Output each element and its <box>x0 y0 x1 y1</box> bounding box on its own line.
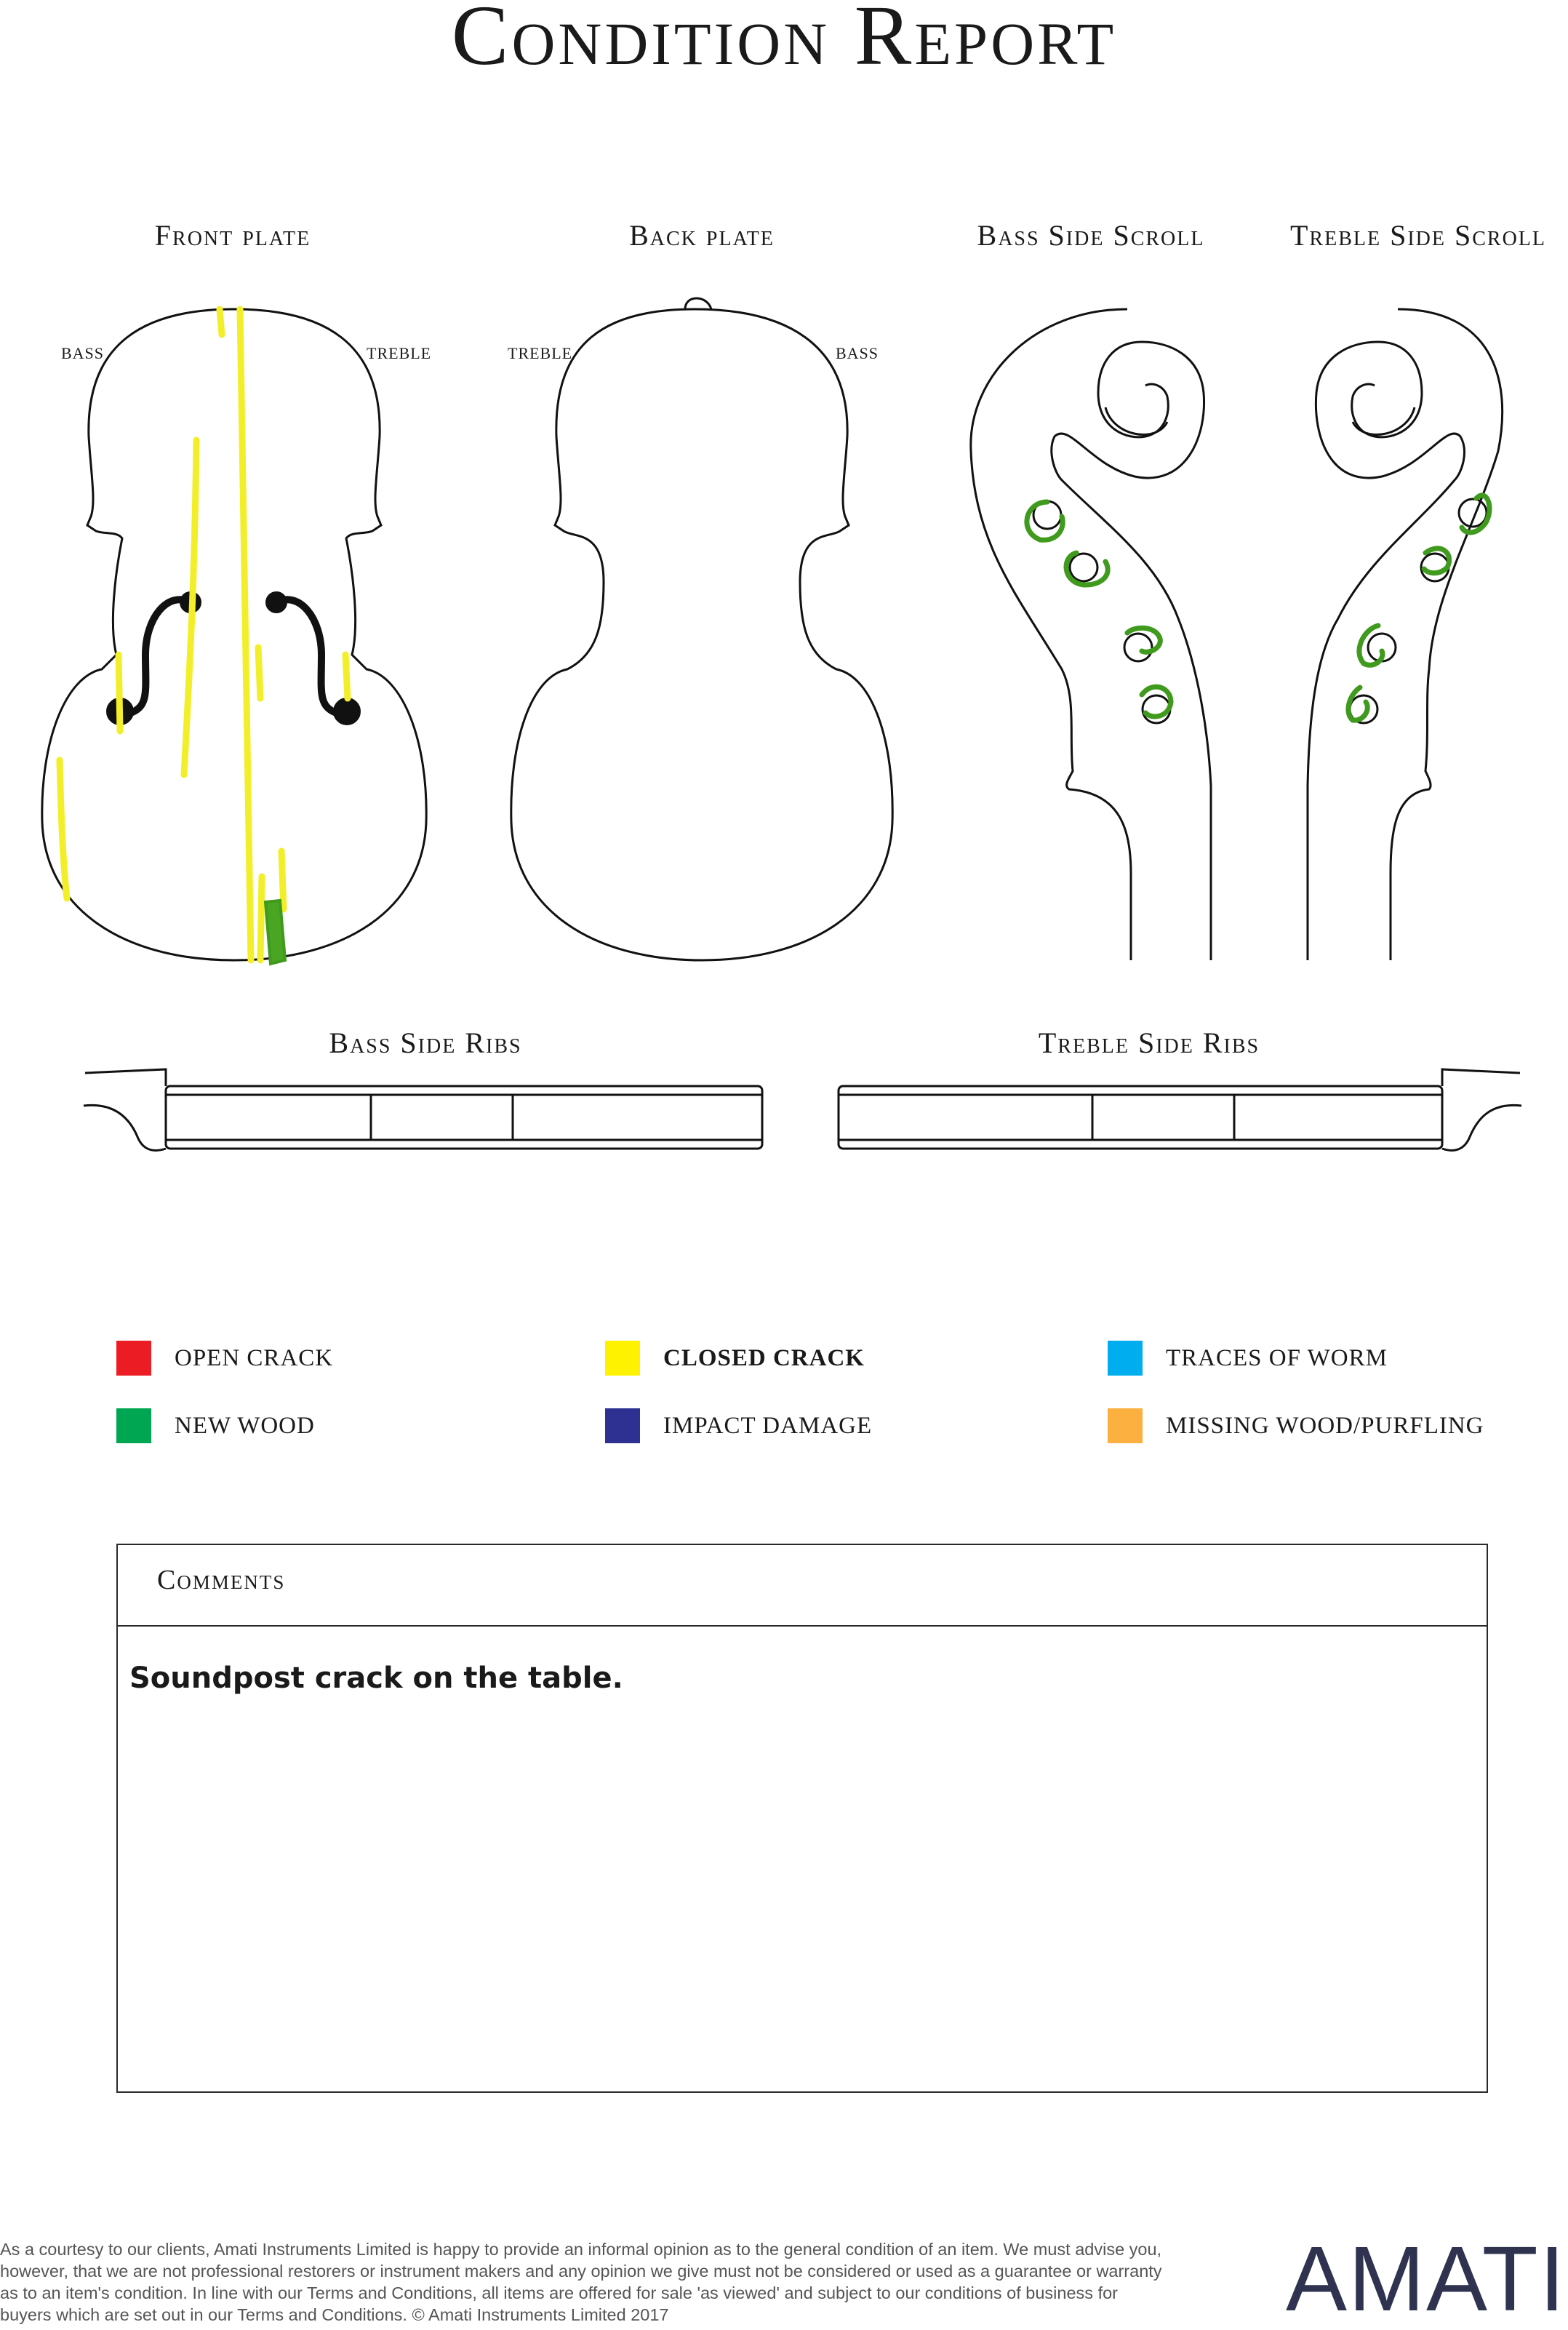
f-holes <box>110 595 357 722</box>
legend-label: OPEN CRACK <box>175 1344 334 1371</box>
back-plate-heading: Back plate <box>629 219 775 252</box>
legend-label: TRACES OF WORM <box>1166 1344 1388 1371</box>
legend-new-wood <box>116 1408 315 1443</box>
treble-scroll-outline <box>1308 309 1503 960</box>
legend-impact-damage <box>605 1408 872 1443</box>
treble-side-ribs-heading: Treble Side Ribs <box>1038 1026 1260 1059</box>
back-plate-outline <box>511 298 892 960</box>
front-treble-label: TREBLE <box>367 344 432 362</box>
comments-box <box>116 1544 1488 2093</box>
legend-closed-crack <box>605 1341 865 1376</box>
treble-side-ribs-outline <box>839 1069 1521 1150</box>
front-new-wood <box>265 901 285 964</box>
page-title: Condition Report <box>451 0 1117 83</box>
bass-side-ribs-outline <box>84 1069 762 1150</box>
legend-label: MISSING WOOD/PURFLING <box>1166 1412 1484 1439</box>
legend-label: IMPACT DAMAGE <box>663 1412 873 1439</box>
bass-scroll-new-wood <box>1027 502 1171 717</box>
comments-text: Soundpost crack on the table. <box>129 1661 623 1695</box>
open-crack-swatch <box>116 1341 151 1376</box>
amati-logo: AMATI <box>1286 2227 1567 2330</box>
bass-side-ribs-heading: Bass Side Ribs <box>329 1026 522 1059</box>
legend-traces-of-worm <box>1108 1341 1388 1376</box>
treble-side-scroll-heading: Treble Side Scroll <box>1289 219 1546 252</box>
legend-label: NEW WOOD <box>175 1412 315 1439</box>
front-plate-outline <box>42 309 426 960</box>
disclaimer-text: As a courtesy to our clients, Amati Instruments Limited is happy to provide an informal opinion as to the general condition of an item. We must advise you, however, that we are not professional restorers or instrument makers and any opinion we give must not be considered or used as a guarantee or warranty as to an item's condition. In line with our Terms and Conditions, all items are offered for sale 'as viewed' and subject to our conditions of business for buyers which are set out in our Terms and Conditions. © Amati Instruments Limited 2017 <box>0 2240 1162 2324</box>
legend-missing-wood <box>1108 1408 1484 1443</box>
comments-heading: Comments <box>118 1545 1487 1627</box>
impact-damage-swatch <box>605 1408 640 1443</box>
back-treble-label: TREBLE <box>508 344 573 362</box>
front-closed-cracks <box>60 309 348 960</box>
front-plate-heading: Front plate <box>154 219 311 252</box>
missing-wood-swatch <box>1108 1408 1143 1443</box>
traces-of-worm-swatch <box>1108 1341 1143 1376</box>
front-bass-label: BASS <box>61 344 105 362</box>
legend-label: CLOSED CRACK <box>663 1344 865 1371</box>
legend-open-crack <box>116 1341 333 1376</box>
new-wood-swatch <box>116 1408 151 1443</box>
bass-side-scroll-heading: Bass Side Scroll <box>977 219 1205 252</box>
closed-crack-swatch <box>605 1341 640 1376</box>
back-bass-label: BASS <box>836 344 879 362</box>
bass-scroll-outline <box>971 309 1211 960</box>
